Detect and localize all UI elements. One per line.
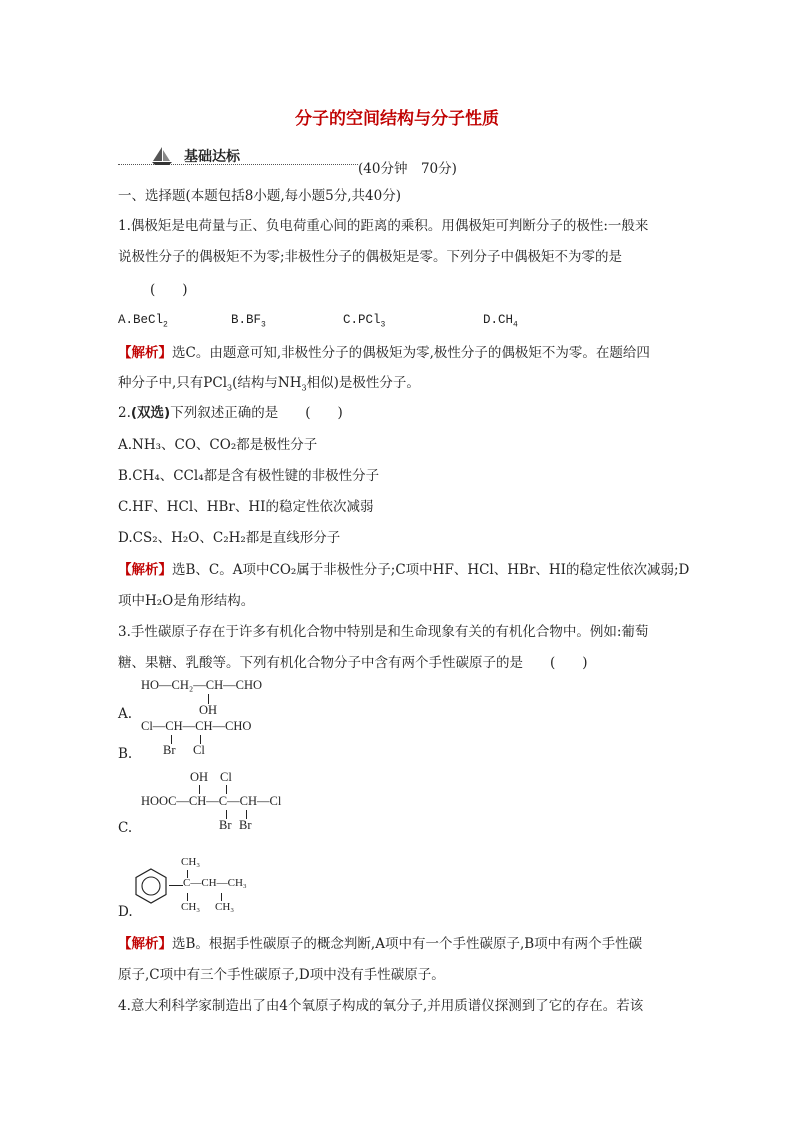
q1-option-a: A.BeCl$_2$	[118, 313, 168, 330]
sailboat-icon	[150, 146, 174, 166]
q1-stem-line1: 1.偶极矩是电荷量与正、负电荷重心间的距离的乘积。用偶极矩可判断分子的极性:一般来	[118, 218, 649, 234]
page-title: 分子的空间结构与分子性质	[295, 109, 499, 129]
q3-b-structure-sub2: Cl	[193, 743, 205, 757]
q2-option-a: A.NH₃、CO、CO₂都是极性分子	[118, 437, 318, 453]
q3-analysis-line1: 【解析】选B。根据手性碳原子的概念判断,A项中有一个手性碳原子,B项中有两个手性碳	[118, 936, 643, 952]
q3-c-bond-top1	[199, 785, 200, 794]
q3-d-structure-bot1: CH₃	[181, 901, 201, 913]
q3-c-structure-bot1: Br	[219, 818, 232, 832]
q3-d-structure-top: CH₃	[181, 856, 201, 868]
q1-answer-paren: ( )	[150, 282, 188, 298]
q3-d-structure-main: C—CH—CH₃	[183, 877, 247, 889]
section-time-score: (40分钟 70分)	[358, 161, 457, 177]
q3-c-structure-top2: Cl	[220, 770, 232, 784]
q3-analysis-line2: 原子,C项中有三个手性碳原子,D项中没有手性碳原子。	[118, 967, 445, 983]
q3-option-c-label: C.	[118, 820, 133, 836]
q3-d-bond-ring	[169, 885, 183, 886]
benzene-ring-icon	[133, 867, 169, 905]
q3-stem-line2: 糖、果糖、乳酸等。下列有机化合物分子中含有两个手性碳原子的是 ( )	[118, 655, 588, 671]
q3-a-structure-sub: OH	[199, 703, 218, 717]
q3-d-bond-bot1	[187, 893, 188, 901]
q2-option-c: C.HF、HCl、HBr、HI的稳定性依次减弱	[118, 499, 374, 515]
q4-stem-line1: 4.意大利科学家制造出了由4个氧原子构成的氧分子,并用质谱仪探测到了它的存在。若该	[118, 998, 644, 1014]
q1-analysis-line2: 种分子中,只有PCl$_3$(结构与$NH_3$相似)是极性分子。	[118, 375, 420, 393]
q1-option-b: $B.BF_3$	[231, 313, 266, 330]
q3-d-bond-bot2	[221, 893, 222, 901]
q1-analysis-line1: 【解析】选C。由题意可知,非极性分子的偶极矩为零,极性分子的偶极矩不为零。在题给四	[118, 345, 650, 361]
q3-b-structure-main: Cl—CH—CH—CHO	[141, 719, 252, 733]
q1-option-d: $D.CH_4$	[483, 313, 518, 330]
q1-stem-line2: 说极性分子的偶极矩不为零;非极性分子的偶极矩是零。下列分子中偶极矩不为零的是	[118, 249, 623, 265]
q3-option-b-label: B.	[118, 746, 133, 762]
q3-option-a-label: A.	[118, 706, 133, 722]
q3-b-structure-sub1: Br	[163, 743, 176, 757]
q2-analysis-line2: 项中H₂O是角形结构。	[118, 593, 255, 609]
q3-c-structure-bot2: Br	[239, 818, 252, 832]
part-heading: 一、选择题(本题包括8小题,每小题5分,共40分)	[118, 188, 401, 204]
q3-a-structure-main: HO—CH₂—CH—CHO	[141, 678, 263, 692]
q2-option-d: D.CS₂、H₂O、C₂H₂都是直线形分子	[118, 530, 341, 546]
q3-d-structure-bot2: CH₃	[215, 901, 235, 913]
q2-option-b: B.CH₄、CCl₄都是含有极性键的非极性分子	[118, 468, 380, 484]
q2-stem: 2.(双选)下列叙述正确的是 ( )	[118, 405, 343, 421]
q3-c-structure-main: HOOC—CH—C—CH—Cl	[141, 794, 282, 808]
q3-c-structure-top1: OH	[190, 770, 209, 784]
section-label: 基础达标	[184, 149, 240, 165]
q1-option-c: C.PCl$_3$	[343, 313, 386, 330]
q3-stem-line1: 3.手性碳原子存在于许多有机化合物中特别是和生命现象有关的有机化合物中。例如:葡萄	[118, 624, 649, 640]
q2-analysis-line1: 【解析】选B、C。A项中CO₂属于非极性分子;C项中HF、HCl、HBr、HI的稳定性依次减弱;D	[118, 562, 690, 578]
q3-c-bond-top2	[226, 785, 227, 794]
q3-option-d-label: D.	[118, 904, 133, 920]
